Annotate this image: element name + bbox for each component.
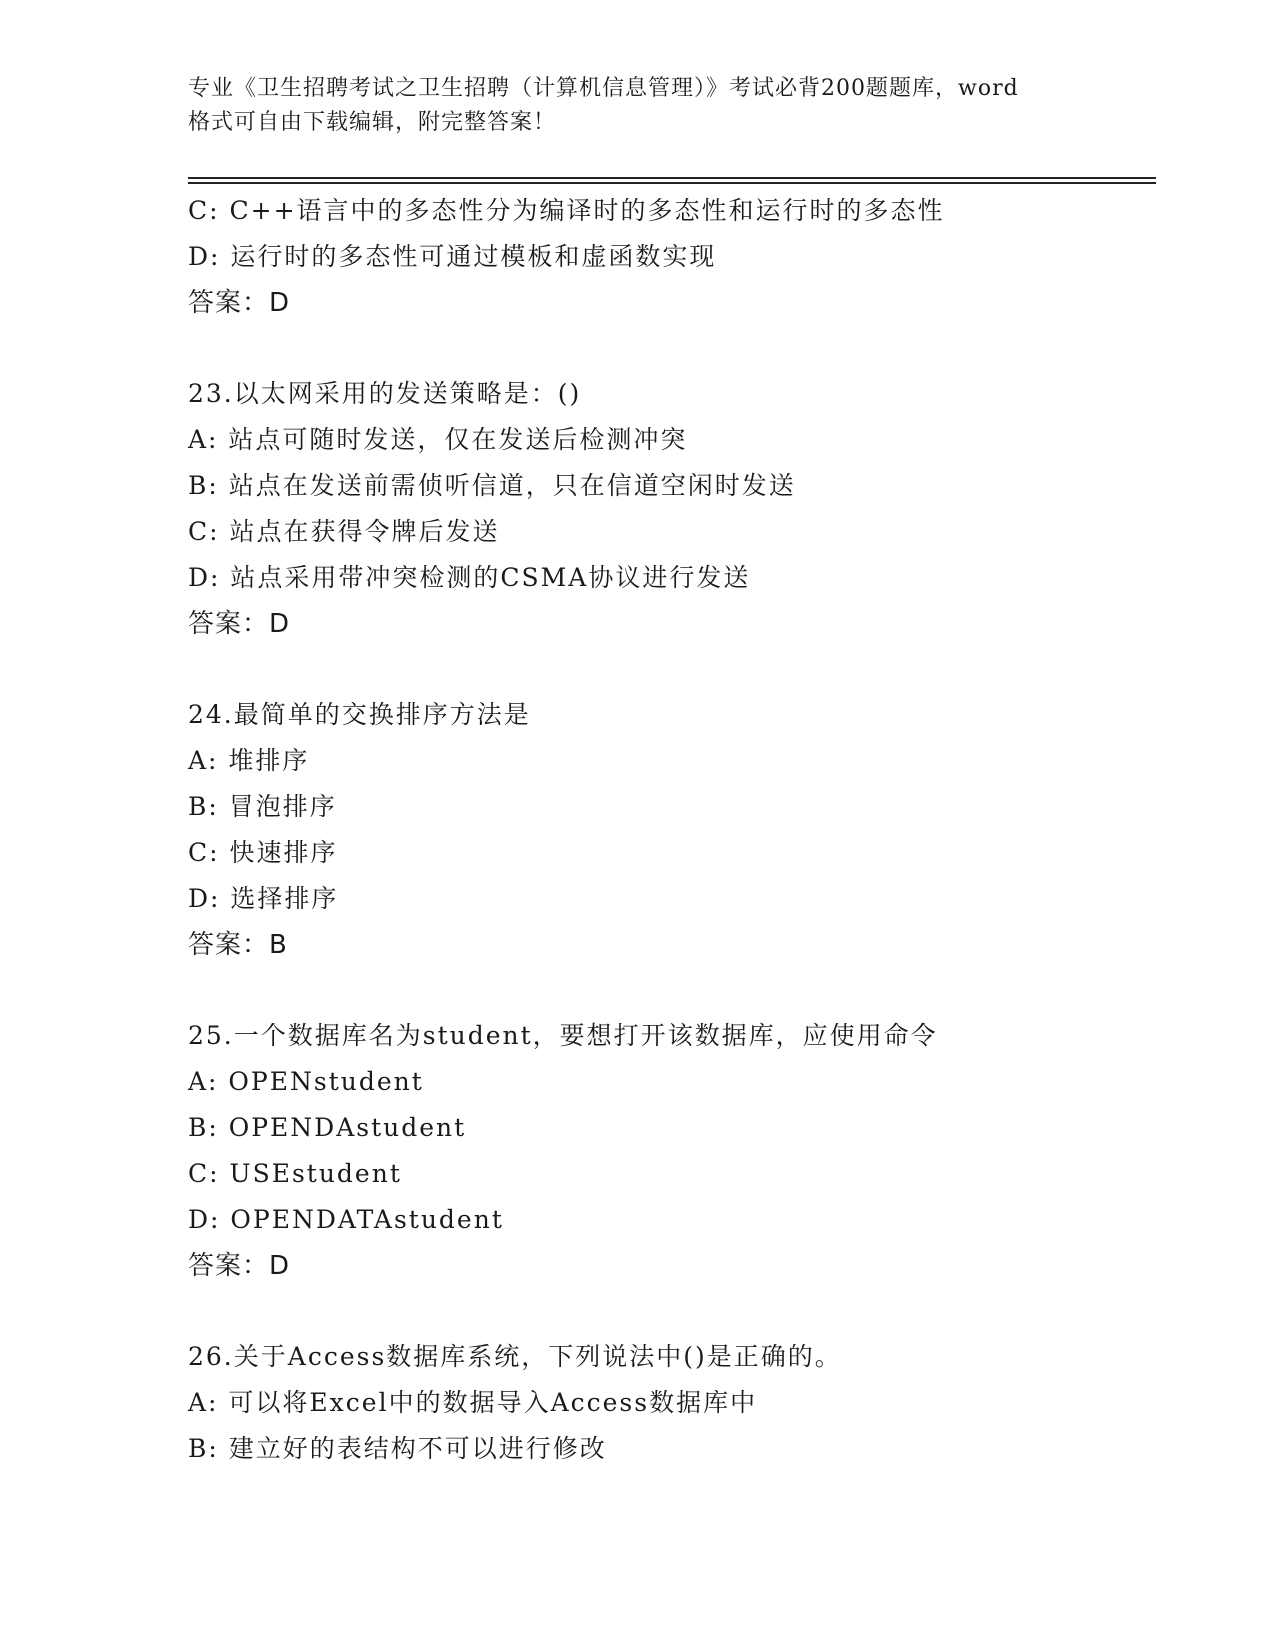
q24-answer: 答案：B	[188, 930, 288, 960]
q26-question: 26.关于Access数据库系统，下列说法中()是正确的。	[188, 1342, 842, 1371]
q25-answer: 答案：D	[188, 1251, 291, 1281]
q23-question: 23.以太网采用的发送策略是：()	[188, 379, 582, 408]
q24-option-d: D: 选择排序	[188, 884, 339, 913]
q25-option-c: C: USEstudent	[188, 1159, 402, 1188]
q24-option-a: A: 堆排序	[188, 746, 310, 775]
q23-option-c: C: 站点在获得令牌后发送	[188, 517, 500, 546]
q22-option-c: C: C++语言中的多态性分为编译时的多态性和运行时的多态性	[188, 196, 945, 225]
q22-option-d: D: 运行时的多态性可通过模板和虚函数实现	[188, 242, 717, 271]
q22-answer: 答案：D	[188, 288, 291, 318]
header-divider-top	[188, 177, 1156, 179]
q23-option-a: A: 站点可随时发送，仅在发送后检测冲突	[188, 425, 688, 454]
spacer	[188, 326, 1156, 371]
q23-answer: 答案：D	[188, 609, 291, 639]
spacer	[188, 968, 1156, 1013]
document-header	[188, 72, 1088, 140]
q23-option-b: B: 站点在发送前需侦听信道，只在信道空闲时发送	[188, 471, 796, 500]
q24-question: 24.最简单的交换排序方法是	[188, 700, 531, 729]
q25-option-d: D: OPENDATAstudent	[188, 1205, 504, 1234]
question-list	[188, 188, 1156, 1472]
q25-option-a: A: OPENstudent	[188, 1067, 424, 1096]
q26-option-a: A: 可以将Excel中的数据导入Access数据库中	[188, 1388, 758, 1417]
q25-question: 25.一个数据库名为student，要想打开该数据库，应使用命令	[188, 1021, 938, 1050]
header-title-line-1: 专业《卫生招聘考试之卫生招聘（计算机信息管理）》考试必背200题题库，word	[188, 76, 1019, 101]
spacer	[188, 647, 1156, 692]
header-title-line-2: 格式可自由下载编辑，附完整答案！	[188, 110, 557, 135]
spacer	[188, 1289, 1156, 1334]
q23-option-d: D: 站点采用带冲突检测的CSMA协议进行发送	[188, 563, 751, 592]
q25-option-b: B: OPENDAstudent	[188, 1113, 467, 1142]
q24-option-b: B: 冒泡排序	[188, 792, 337, 821]
q24-option-c: C: 快速排序	[188, 838, 338, 867]
q26-option-b: B: 建立好的表结构不可以进行修改	[188, 1434, 607, 1463]
header-divider-bottom	[188, 182, 1156, 184]
